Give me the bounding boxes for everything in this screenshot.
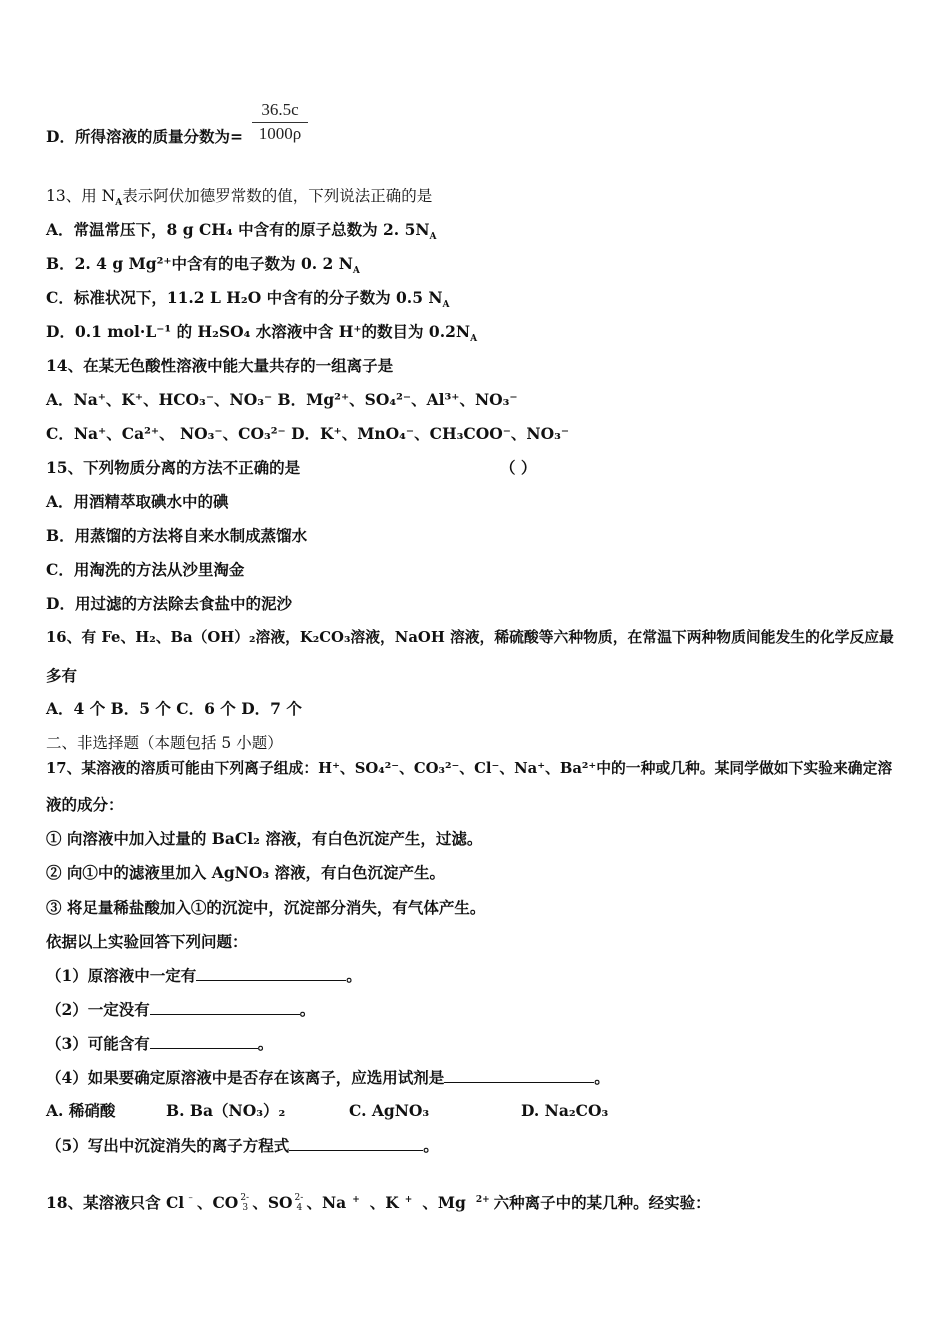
q17-stem-line1: 17、某溶液的溶质可能由下列离子组成：H⁺、SO₄²⁻、CO₃²⁻、Cl⁻、Na⁺、Ba²⁺中的一种或几种。某同学做如下实验来确定溶	[46, 760, 893, 777]
fraction-numerator: 36.5c	[252, 100, 308, 123]
q13-option-a: A．常温常压下，8 g CH₄ 中含有的原子总数为 2. $5N_A$	[46, 220, 437, 243]
q15-option-b: B．用蒸馏的方法将自来水制成蒸馏水	[46, 526, 308, 545]
q15-option-a: A．用酒精萃取碘水中的碘	[46, 492, 229, 511]
q13-option-b: B．2. 4 g Mg²⁺中含有的电子数为 0. 2 $N_A$	[46, 254, 360, 277]
q12-option-d-label: D．所得溶液的质量分数为=	[46, 127, 243, 146]
q17-option-b: B. Ba（NO₃）₂	[166, 1101, 286, 1120]
q17-option-c: C. AgNO₃	[349, 1101, 430, 1120]
q13-stem: 13、用 $N_A$表示阿伏加德罗常数的值，下列说法正确的是	[46, 187, 433, 209]
q17-step-3: ③ 将足量稀盐酸加入①的沉淀中，沉淀部分消失，有气体产生。	[46, 898, 486, 917]
q16-stem-line1: 16、有 Fe、H₂、Ba（OH）₂溶液，K₂CO₃溶液，NaOH 溶液，稀硫酸等六种物质，在常温下两种物质间能发生的化学反应最	[46, 629, 894, 646]
q17-step-1: ① 向溶液中加入过量的 BaCl₂ 溶液，有白色沉淀产生，过滤。	[46, 829, 483, 848]
mass-fraction-formula	[252, 100, 308, 144]
q13-option-d: D．0.1 mol·L⁻¹ 的 H₂SO₄ 水溶液中含 H⁺的数目为 $0.2N_A$	[46, 322, 478, 345]
q12-option-d	[46, 127, 243, 147]
q17-ask: 依据以上实验回答下列问题：	[46, 932, 248, 951]
fraction-denominator: 1000ρ	[258, 124, 302, 143]
q14-options-cd: C．Na⁺、Ca²⁺、 NO₃⁻、CO₃²⁻ D．K⁺、MnO₄⁻、CH₃COO⁻、NO₃⁻	[46, 424, 570, 443]
q16-stem-line2: 多有	[46, 666, 78, 685]
q17-option-d: D. Na₂CO₃	[521, 1101, 609, 1120]
section-heading: 二、非选择题（本题包括 5 小题）	[46, 734, 283, 752]
q14-stem: 14、在某无色酸性溶液中能大量共存的一组离子是	[46, 356, 394, 375]
answer-blank-5[interactable]	[289, 1135, 423, 1151]
answer-blank-4[interactable]	[444, 1067, 594, 1083]
q17-part-2: （2）一定没有 。	[46, 1000, 316, 1019]
q18-stem: 18、某溶液只含 Cl ⁻ 、CO 2- 3 、SO 2- 4 、Na + 、K + 、Mg $^{2+}$ 六种离子中的某几种。经实验：	[46, 1193, 711, 1213]
q17-option-a: A. 稀硝酸	[46, 1101, 116, 1120]
q13-option-c: C．标准状况下，11.2 L H₂O 中含有的分子数为 0.5 $N_A$	[46, 288, 450, 311]
answer-blank-3[interactable]	[150, 1033, 258, 1049]
q15-option-c: C．用淘洗的方法从沙里淘金	[46, 560, 245, 579]
q17-part-3: （3）可能含有 。	[46, 1034, 274, 1053]
q17-step-2: ② 向①中的滤液里加入 AgNO₃ 溶液，有白色沉淀产生。	[46, 863, 446, 882]
q16-options: A．4 个 B．5 个 C．6 个 D．7 个	[46, 699, 302, 718]
q15-stem: 15、下列物质分离的方法不正确的是	[46, 458, 301, 477]
q15-answer-paren: （ ）	[500, 458, 537, 477]
q15-option-d: D．用过滤的方法除去食盐中的泥沙	[46, 594, 292, 613]
q14-options-ab: A．Na⁺、K⁺、HCO₃⁻、NO₃⁻ B．Mg²⁺、SO₄²⁻、Al³⁺、NO₃⁻	[46, 390, 518, 409]
q17-stem-line2: 液的成分：	[46, 795, 124, 814]
q17-part-1: （1）原溶液中一定有 。	[46, 966, 362, 985]
answer-blank-1[interactable]	[196, 965, 346, 981]
answer-blank-2[interactable]	[150, 999, 300, 1015]
q17-part-5: （5）写出中沉淀消失的离子方程式 。	[46, 1136, 439, 1155]
q17-part-4: （4）如果要确定原溶液中是否存在该离子，应选用试剂是 。	[46, 1068, 610, 1087]
